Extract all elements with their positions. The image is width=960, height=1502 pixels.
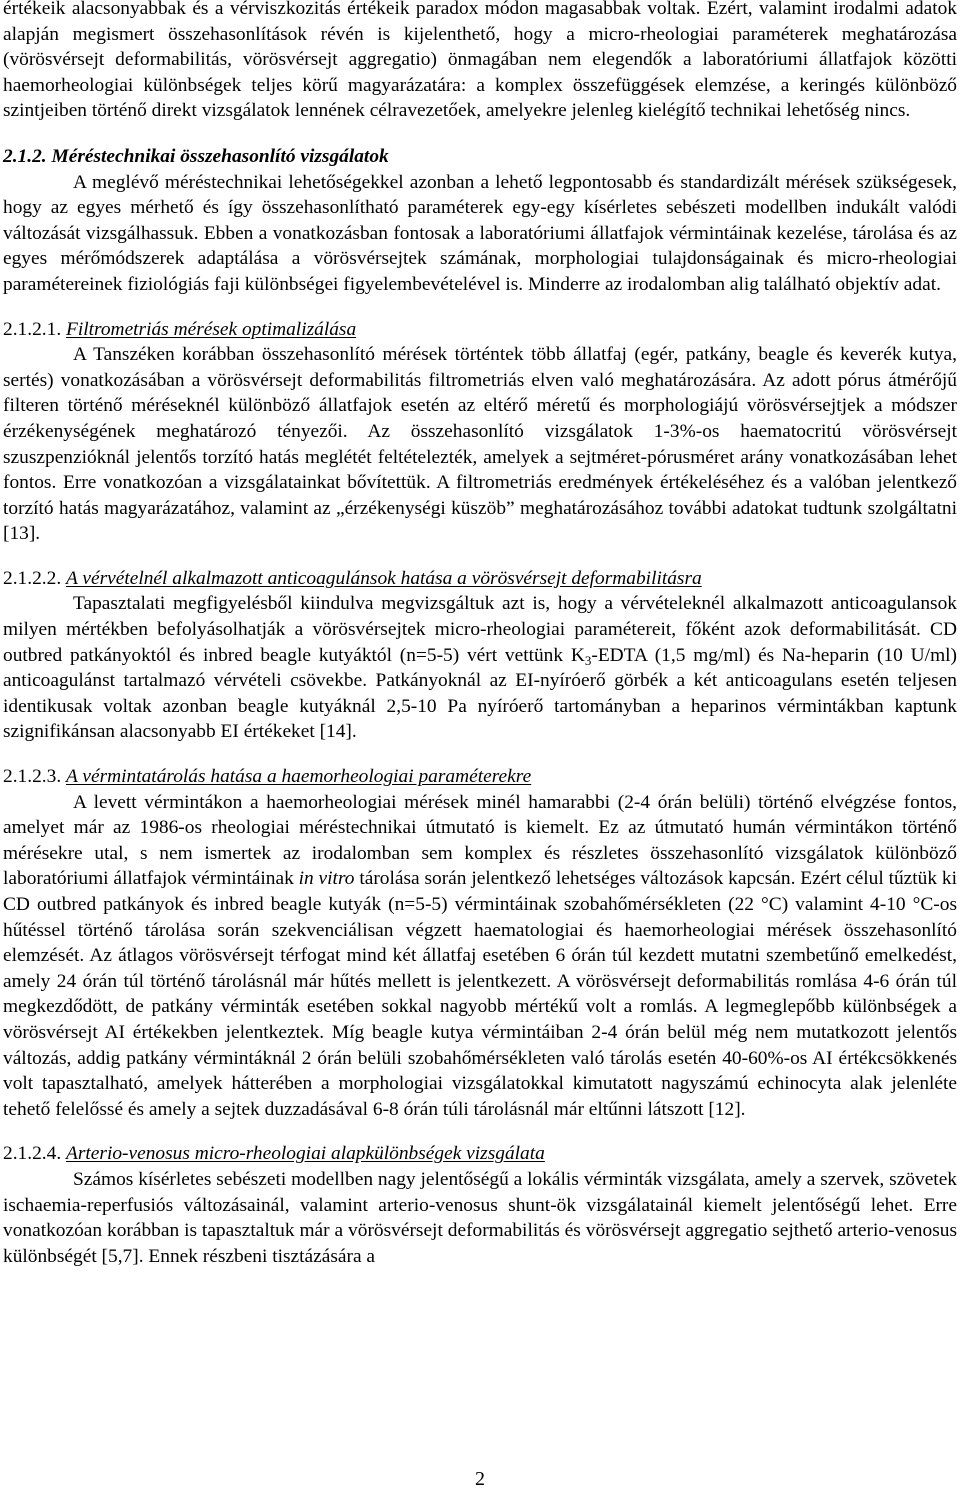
section-2-1-2-3-body (3, 790, 957, 1123)
section-heading-2-1-2 (3, 144, 957, 170)
body-text: -EDTA (1,5 mg/ml) és Na-heparin (10 U/ml) anticoagulánst tartalmazó vérvételi csövekbe. Patkányoknál az EI-nyíróerő görbék a két anticoagulans esetén teljesen identikusak voltak azonban beagle kutyáknál 2,5-10 Pa nyíróerő tartományban a heparinos vérmintákban kaptunk szignifikánsan alacsonyabb EI értékeket [14]. (3, 644, 957, 743)
subscript: 3 (584, 652, 592, 668)
section-2-1-2-body: A meglévő méréstechnikai lehetőségekkel azonban a lehető legpontosabb és standardizált mérések szükségesek, hogy az egyes mérhető és így összehasonlítható paraméterek egy-egy kísérletes sebészeti modellben indukált valódi változását vizsgálhassuk. Ebben a vonatkozásban fontosak a laboratóriumi állatfajok vérmintáinak kezelése, tárolása és az egyes mérőmódszerek adaptálása a vörösvérsejtek számának, morphologiai tulajdonságainak és micro-rheologiai paramétereinek fiziológiás faji különbségei figyelembevételével is. Minderre az irodalomban alig található objektív adat. (3, 171, 957, 295)
section-number: 2.1.2.2. (3, 567, 62, 589)
section-number: 2.1.2.1. (3, 318, 62, 340)
section-title: A vérvételnél alkalmazott anticoagulánsok hatása a vörösvérsejt deformabilitásra (66, 567, 702, 589)
section-heading-2-1-2-4 (3, 1141, 957, 1167)
section-title: Arterio-venosus micro-rheologiai alapkülönbségek vizsgálata (66, 1143, 545, 1165)
section-number: 2.1.2. (3, 145, 47, 167)
section-title: A vérmintatárolás hatása a haemorheologiai paraméterekre (66, 766, 532, 788)
document-page (3, 0, 957, 1269)
page-number: 2 (475, 1468, 485, 1490)
section-number: 2.1.2.4. (3, 1143, 62, 1165)
section-heading-2-1-2-3 (3, 764, 957, 790)
section-2-1-2-2-body (3, 591, 957, 745)
italic-term: in vitro (298, 868, 355, 890)
section-title: Méréstechnikai összehasonlító vizsgálatok (51, 145, 389, 167)
section-2-1-2-4-body: Számos kísérletes sebészeti modellben nagy jelentőségű a lokális vérminták vizsgálata, amely a szervek, szövetek ischaemia-reperfusiós változásainál, valamint arterio-venosus shunt-ök vizsgálatainál kiemelt jelentőségű lehet. Erre vonatkozóan korábban is tapasztaltuk már a vörösvérsejt deformabilitás és vörösvérsejt aggregatio sejthető arterio-venosus különbségét [5,7]. Ennek részbeni tisztázására a (3, 1168, 957, 1267)
section-heading-2-1-2-1 (3, 317, 957, 343)
section-2-1-2-1-body: A Tanszéken korábban összehasonlító mérések történtek több állatfaj (egér, patkány, beagle és keverék kutya, sertés) vonatkozásában a vörösvérsejt deformabilitás filtrometriás elven való meghatározására. Az adott pórus átmérőjű filteren történő méréseknél különböző állatfajok esetén az eltérő méretű és morphologiájú vörösvérsejtjek a módszer érzékenységének meghatározó tényezői. Az összehasonlító vizsgálatok 1-3%-os haematocritú vörösvérsejt szuszpenzióknál jelentős torzító hatás meglétét feltételezték, amelyek a sejtméret-pórusméret arány vonatkozásában lehet fontos. Erre vonatkozóan a vizsgálatainkat bővítettük. A filtrometriás eredmények értékeléséhez és a valóban jelentkező torzító hatás magyarázatához, valamint az „érzékenységi küszöb” meghatározásához további adatokat tudtunk szolgáltatni [13]. (3, 344, 957, 545)
intro-paragraph: értékeik alacsonyabbak és a vérviszkozitás értékeik paradox módon magasabbak voltak. Ezért, valamint irodalmi adatok alapján megismert összehasonlítások révén is kijelenthető, hogy a micro-rheologiai paraméterek meghatározása (vörösvérsejt deformabilitás, vörösvérsejt aggregatio) önmagában nem elegendők a laboratóriumi állatfajok közötti haemorheologiai különbségek teljes körű magyarázatára: a komplex összefüggések elemzése, a keringés különböző szintjeiben történő direkt vizsgálatok lennének célravezetőek, amelyekre jelenleg kielégítő technikai lehetőség nincs. (3, 0, 957, 122)
body-text: Tapasztalati megfigyelésből kiindulva megvizsgáltuk azt is, hogy a vérvételeknél alkalmazott anticoagulansok milyen mértékben befolyásolhatják a vörösvérsejtek micro-rheologiai paramétereit, főként azok deformabilitását. CD outbred patkányoktól és inbred beagle kutyáktól (n=5-5) vért vettünk K (3, 593, 957, 666)
body-text: tárolása során jelentkező lehetséges változások kapcsán. Ezért célul tűztük ki CD outbred patkányok és inbred beagle kutyák (n=5-5) vérmintáinak szobahőmérsékleten (22 °C) valamint 4-10 °C-os hűtéssel történő tárolása során szekvenciálisan végzett haematologiai és haemorheologiai mérések összehasonlító elemzését. Az átlagos vörösvérsejt térfogat mind két állatfaj esetében 6 órán túl kezdett mutatni szembetűnő emelkedést, amely 24 órán túl történő tárolásnál már hűtés mellett is jelentkezett. A vörösvérsejt deformabilitás romlása 4-6 órán túl megkezdődött, de patkány vérminták esetében sokkal nagyobb mértékű volt a romlás. A legmeglepőbb különbségek a vörösvérsejt AI értékekben jelentkeztek. Míg beagle kutya vérmintáiban 2-4 órán belül még nem mutatkozott jelentős változás, addig patkány vérmintáknál 2 órán belüli szobahőmérsékleten való tárolás esetén 40-60%-os AI értékcsökkenés volt tapasztalható, amelyek hátterében a morphologiai vizsgálatokkal kimutatott nagyszámú echinocyta alak jelenléte tehető felelőssé és amely a sejtek duzzadásával 6-8 órán túli tárolásnál már eltűnni látszott [12]. (3, 868, 957, 1120)
section-heading-2-1-2-2 (3, 566, 957, 592)
section-title: Filtrometriás mérések optimalizálása (66, 318, 357, 340)
section-number: 2.1.2.3. (3, 766, 62, 788)
body-text: A levett vérmintákon a haemorheologiai mérések minél hamarabbi (2-4 órán belüli) történő elvégzése fontos, amelyet már az 1986-os rheologiai méréstechnikai útmutató is kiemelt. Ez az útmutató humán vérmintákon történő mérésekre utal, s nem ismertek az irodalomban sem komplex és részletes összehasonlító vizsgálatok különböző laboratóriumi állatfajok vérmintáinak (3, 791, 957, 890)
